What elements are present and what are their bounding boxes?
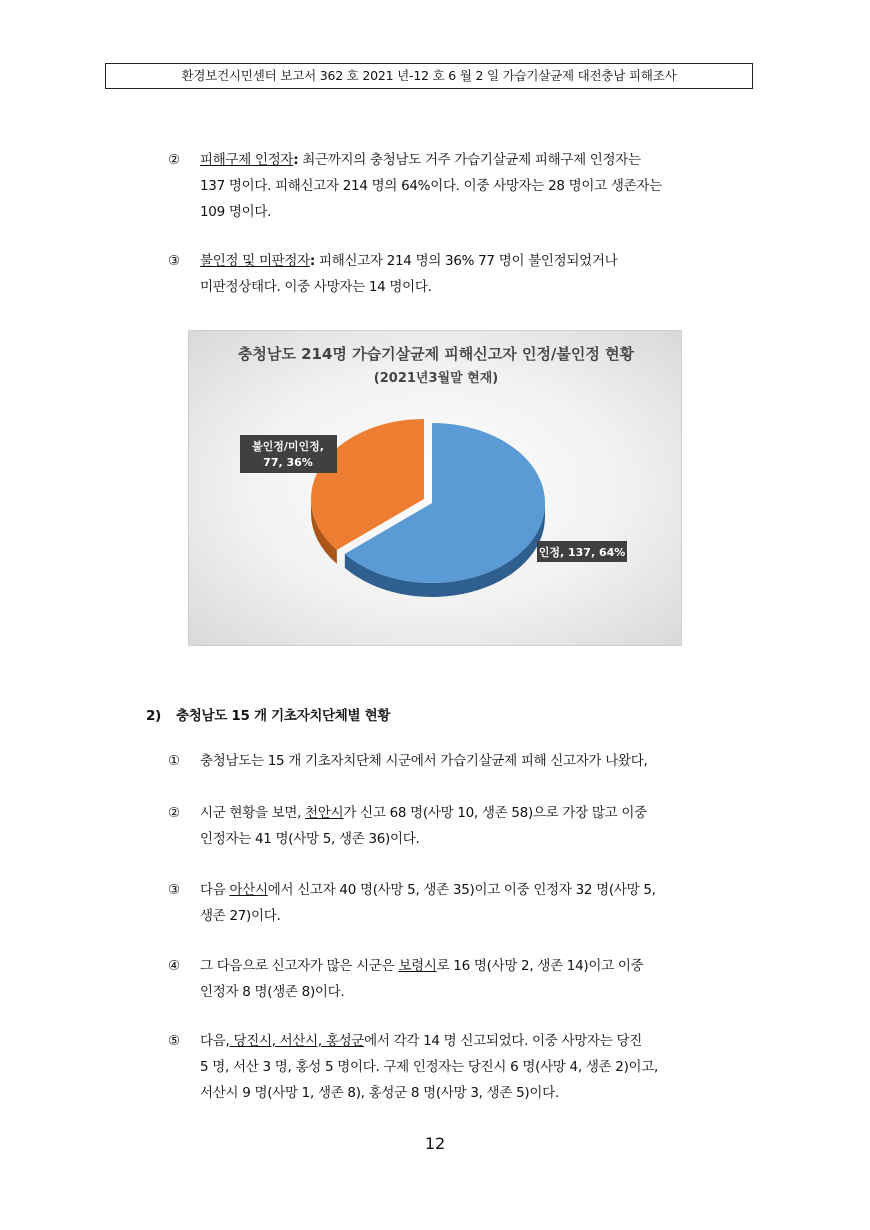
item-text: 피해신고자 214 명의 36% 77 명이 불인정되었거나 [315,253,618,269]
item-line: 인정자는 41 명(사망 5, 생존 36)이다. [200,831,420,847]
section-number: 2) [146,708,161,724]
item-line: 5 명, 서산 3 명, 홍성 5 명이다. 구제 인정자는 당진시 6 명(사망 4, 생존 2)이고, [200,1059,659,1075]
item-number: ③ [168,882,180,898]
item-line: 미판정상태다. 이중 사망자는 14 명이다. [200,279,432,295]
item-text: 최근까지의 충청남도 거주 가습기살균제 피해구제 인정자는 [298,152,641,168]
item-text: 시군 현황을 보면, [200,805,306,821]
item-number: ② [168,152,180,168]
item-line: 서산시 9 명(사망 1, 생존 8), 홍성군 8 명(사망 3, 생존 5)이다. [200,1085,559,1101]
label-colon: : [293,152,299,168]
list-item [168,953,728,1005]
item-text: 로 16 명(사망 2, 생존 14)이고 이중 [436,958,644,974]
item-text: 다음 [200,882,230,898]
item-number: ④ [168,958,180,974]
pie-chart [188,330,682,646]
item-text: 그 다음으로 신고자가 많은 시군은 [200,958,399,974]
item-text: 에서 신고자 40 명(사망 5, 생존 35)이고 이중 인정자 32 명(사망 5, [267,882,656,898]
list-item [168,1028,728,1106]
slice-label: 인정, 137, 64% [538,546,626,559]
pie-chart-svg [189,331,683,647]
item-number: ② [168,805,180,821]
item-text: 에서 각각 14 명 신고되었다. 이중 사망자는 당진 [364,1033,642,1049]
label-colon: : [309,253,316,269]
item-number: ③ [168,253,180,269]
item-text: 다음, [200,1033,230,1049]
item-line: 생존 27)이다. [200,908,281,924]
item-label: 불인정 및 미판정자 [200,253,310,269]
section-title: 충청남도 15 개 기초자치단체별 현황 [176,708,391,724]
list-item [168,248,728,300]
item-number: ① [168,753,180,769]
chart-subtitle: (2021년3월말 현재) [373,371,499,386]
page-number: 12 [424,1134,446,1153]
item-number: ⑤ [168,1033,180,1049]
list-item [168,748,728,774]
item-line: 인정자 8 명(생존 8)이다. [200,984,345,1000]
list-item [168,800,728,852]
city-names: 당진시, 서산시, 홍성군 [229,1033,365,1049]
slice-label: 77, 36% [263,456,313,469]
chart-title: 충청남도 214명 가습기살균제 피해신고자 인정/불인정 현황 [237,345,635,363]
item-text: 가 신고 68 명(사망 10, 생존 58)으로 가장 많고 이중 [343,805,647,821]
list-item [168,147,728,225]
city-name: 천안시 [305,805,344,821]
section-heading [146,704,390,724]
list-item [168,877,728,929]
report-header: 환경보건시민센터 보고서 362 호 2021 년-12 호 6 월 2 일 가습기살균제 대전충남 피해조사 [105,63,753,89]
item-line: 109 명이다. [200,204,272,220]
item-text: 충청남도는 15 개 기초자치단체 시군에서 가습기살균제 피해 신고자가 나왔다, [200,753,648,769]
item-label: 피해구제 인정자 [200,152,294,168]
slice-label: 불인정/미인정, [252,440,324,453]
city-name: 아산시 [229,882,268,898]
item-line: 137 명이다. 피해신고자 214 명의 64%이다. 이중 사망자는 28 명이고 생존자는 [200,178,662,194]
city-name: 보령시 [398,958,437,974]
